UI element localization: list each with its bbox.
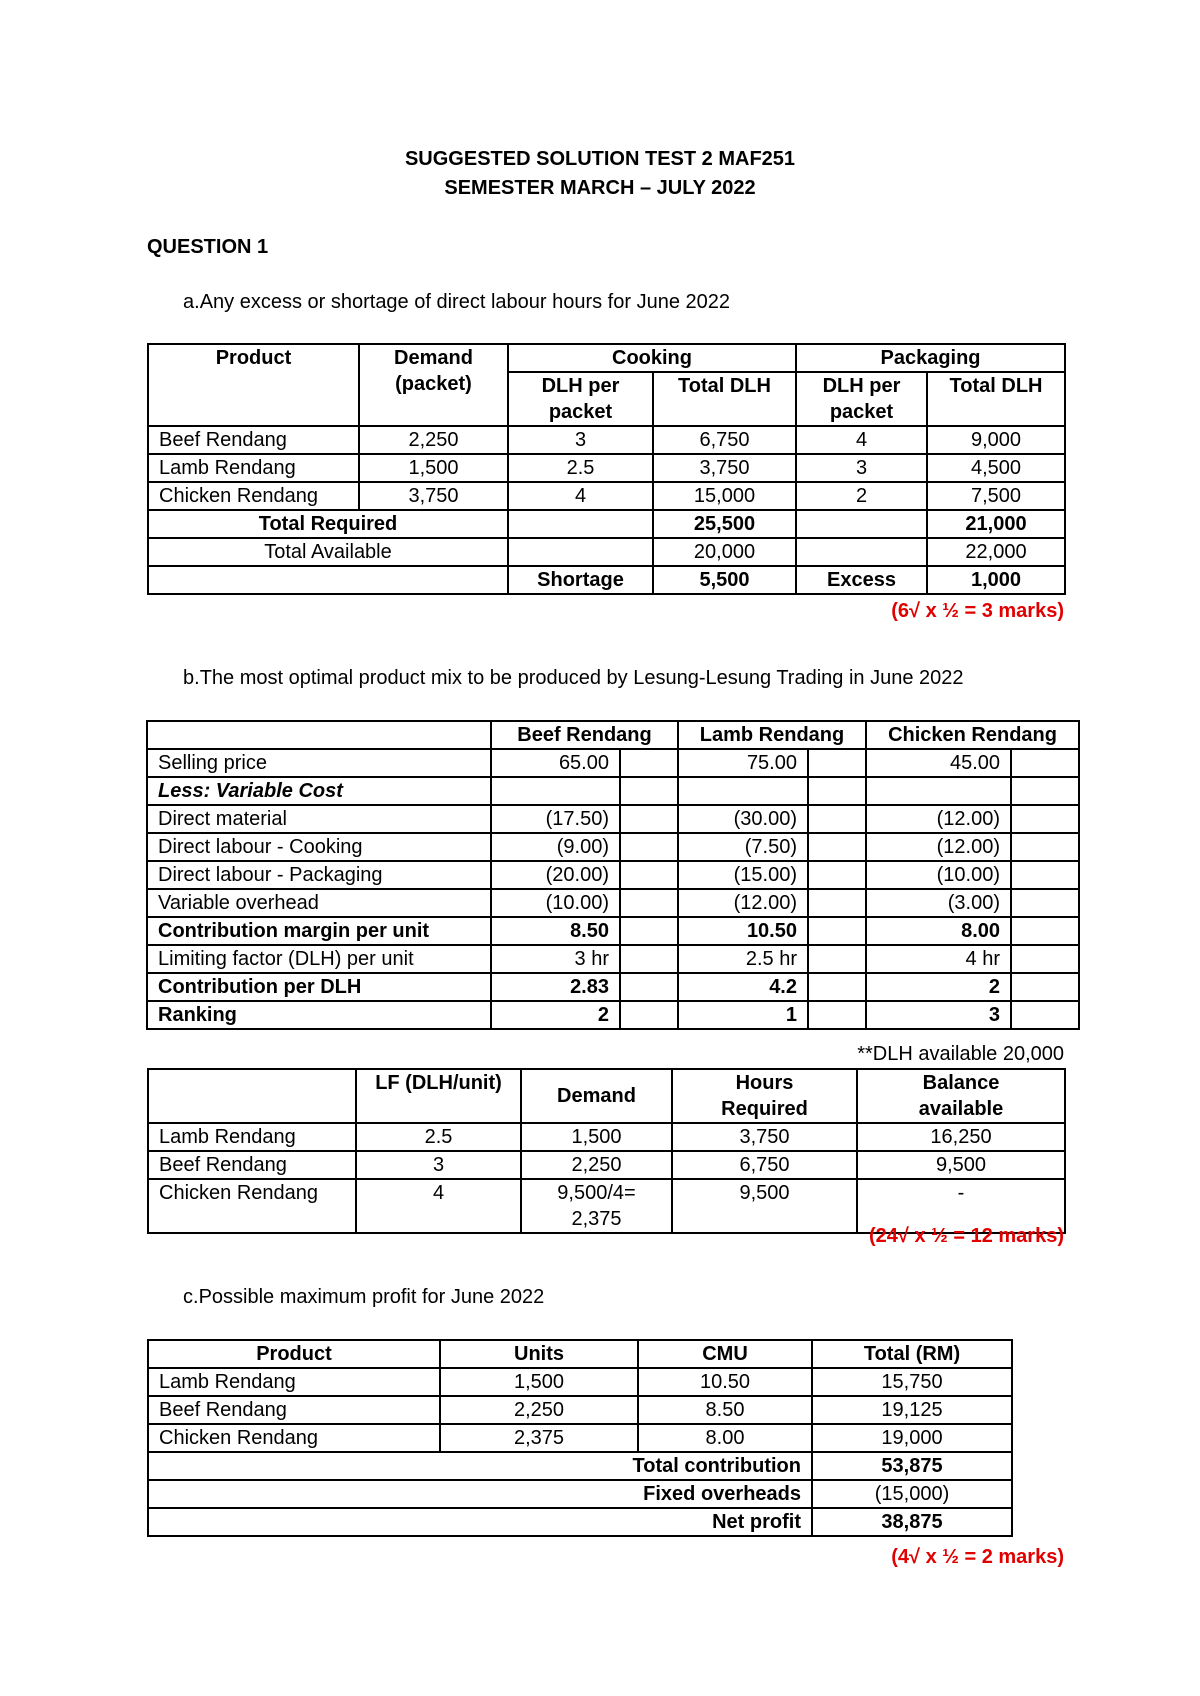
fixed-overheads-row [148, 1480, 1012, 1508]
total-available-pack: 22,000 [927, 538, 1065, 566]
fixed-overheads-value: (15,000) [812, 1480, 1012, 1508]
product-cell: Chicken Rendang [148, 1179, 356, 1233]
spacer-cell [620, 945, 678, 973]
spacer-cell [1011, 777, 1079, 805]
value-cell: 2.5 hr [678, 945, 808, 973]
spacer-cell [620, 917, 678, 945]
value-cell: 2.83 [491, 973, 620, 1001]
value-cell: (12.00) [866, 805, 1011, 833]
spacer-cell [1011, 917, 1079, 945]
product-cell: Beef Rendang [148, 1396, 440, 1424]
table-row [147, 973, 1079, 1001]
demand-unit: (packet) [395, 373, 472, 395]
lf-header: LF (DLH/unit) [356, 1069, 521, 1123]
required-text: Required [721, 1098, 808, 1120]
product-cell: Chicken Rendang [148, 1424, 440, 1452]
row-label: Variable overhead [147, 889, 491, 917]
value-cell: 75.00 [678, 749, 808, 777]
product-cell: Lamb Rendang [148, 1368, 440, 1396]
value-cell: (10.00) [866, 861, 1011, 889]
empty-cell [148, 566, 508, 594]
total-required-label: Total Required [148, 510, 508, 538]
pack-total-cell: 7,500 [927, 482, 1065, 510]
demand-cell: 3,750 [359, 482, 508, 510]
units-cell: 2,375 [440, 1424, 638, 1452]
table-row [147, 889, 1079, 917]
spacer-cell [808, 805, 866, 833]
table-row [148, 454, 1065, 482]
fixed-overheads-label: Fixed overheads [148, 1480, 812, 1508]
cmu-cell: 8.00 [638, 1424, 812, 1452]
value-cell: 2 [491, 1001, 620, 1029]
demand-header: Demand [521, 1069, 672, 1123]
beef-header: Beef Rendang [491, 721, 678, 749]
cook-dlh-cell: 3 [508, 426, 653, 454]
pack-dlh-cell: 4 [796, 426, 927, 454]
spacer-cell [808, 749, 866, 777]
hours-text: Hours [735, 1072, 794, 1094]
spacer-cell [808, 861, 866, 889]
table-row [147, 749, 1079, 777]
excess-value: 1,000 [927, 566, 1065, 594]
total-cell: 15,750 [812, 1368, 1012, 1396]
doc-title: SUGGESTED SOLUTION TEST 2 MAF251 [404, 148, 796, 170]
part-b-marks: (24√ x ½ = 12 marks) [869, 1225, 1064, 1247]
hours-cell: 9,500 [672, 1179, 857, 1233]
cmu-cell: 8.50 [638, 1396, 812, 1424]
lf-cell: 3 [356, 1151, 521, 1179]
spacer-cell [620, 833, 678, 861]
table-row [147, 861, 1079, 889]
total-required-cook: 25,500 [653, 510, 796, 538]
value-cell [491, 777, 620, 805]
doc-subtitle: SEMESTER MARCH – JULY 2022 [444, 177, 756, 199]
spacer-cell [1011, 973, 1079, 1001]
total-cell: 19,125 [812, 1396, 1012, 1424]
cook-dlh-header [508, 372, 653, 426]
total-header: Total (RM) [812, 1340, 1012, 1368]
pack-dlh-header [796, 372, 927, 426]
contribution-table [146, 720, 1080, 1030]
demand-cell: 2,250 [521, 1151, 672, 1179]
empty-cell [796, 510, 927, 538]
total-required-row [148, 510, 1065, 538]
part-a-marks: (6√ x ½ = 3 marks) [891, 600, 1064, 622]
empty-cell [508, 538, 653, 566]
balance-cell: 9,500 [857, 1151, 1065, 1179]
value-cell: 8.00 [866, 917, 1011, 945]
total-cell: 19,000 [812, 1424, 1012, 1452]
value-cell: 8.50 [491, 917, 620, 945]
spacer-cell [1011, 889, 1079, 917]
table-row [148, 1123, 1065, 1151]
cook-dlh-per: DLH per [541, 375, 620, 397]
spacer-cell [808, 945, 866, 973]
table-header-row [147, 721, 1079, 749]
demand-header [359, 344, 508, 426]
table-row [148, 1368, 1012, 1396]
value-cell: (20.00) [491, 861, 620, 889]
total-available-label: Total Available [148, 538, 508, 566]
table-row [147, 833, 1079, 861]
part-c-label: c. [183, 1286, 199, 1308]
cook-total-header: Total DLH [653, 372, 796, 426]
spacer-cell [1011, 861, 1079, 889]
row-label: Contribution per DLH [147, 973, 491, 1001]
cook-dlh-cell: 2.5 [508, 454, 653, 482]
table-row [148, 482, 1065, 510]
row-label: Selling price [147, 749, 491, 777]
value-cell: (9.00) [491, 833, 620, 861]
spacer-cell [1011, 833, 1079, 861]
balance-text: Balance [922, 1072, 1000, 1094]
labour-hours-table [147, 343, 1066, 595]
spacer-cell [1011, 945, 1079, 973]
product-header: Product [148, 344, 359, 426]
pack-dlh-packet: packet [829, 401, 894, 423]
part-b-heading [183, 667, 964, 690]
demand-cell: 2,250 [359, 426, 508, 454]
part-a-label: a. [183, 291, 200, 313]
total-available-row [148, 538, 1065, 566]
table-row [148, 1424, 1012, 1452]
net-profit-value: 38,875 [812, 1508, 1012, 1536]
demand-cell: 1,500 [521, 1123, 672, 1151]
part-b-text: The most optimal product mix to be produced by Lesung-Lesung Trading in June 2022 [199, 667, 964, 689]
spacer-cell [620, 805, 678, 833]
profit-table [147, 1339, 1013, 1537]
pack-total-header: Total DLH [927, 372, 1065, 426]
value-cell: 4 hr [866, 945, 1011, 973]
cook-dlh-cell: 4 [508, 482, 653, 510]
row-label: Ranking [147, 1001, 491, 1029]
value-cell: (12.00) [866, 833, 1011, 861]
value-cell: 4.2 [678, 973, 808, 1001]
hours-cell: 3,750 [672, 1123, 857, 1151]
question-heading: QUESTION 1 [147, 236, 269, 258]
row-label: Limiting factor (DLH) per unit [147, 945, 491, 973]
spacer-cell [620, 889, 678, 917]
value-cell: 1 [678, 1001, 808, 1029]
value-cell [678, 777, 808, 805]
balance-header [857, 1069, 1065, 1123]
cook-dlh-packet: packet [548, 401, 613, 423]
part-a-text: Any excess or shortage of direct labour hours for June 2022 [199, 291, 730, 313]
allocation-table [147, 1068, 1066, 1234]
value-cell: 3 hr [491, 945, 620, 973]
cooking-header: Cooking [508, 344, 796, 372]
table-header-row [148, 1069, 1065, 1123]
contribution-body [147, 749, 1079, 1029]
lamb-header: Lamb Rendang [678, 721, 866, 749]
spacer-cell [620, 777, 678, 805]
balance-cell: - [857, 1179, 1065, 1233]
spacer-cell [808, 889, 866, 917]
part-c-marks: (4√ x ½ = 2 marks) [891, 1546, 1064, 1568]
balance-cell: 16,250 [857, 1123, 1065, 1151]
pack-total-cell: 9,000 [927, 426, 1065, 454]
dlh-note: **DLH available 20,000 [857, 1043, 1064, 1065]
empty-header [147, 721, 491, 749]
part-c-text: Possible maximum profit for June 2022 [198, 1286, 545, 1308]
table-row [147, 945, 1079, 973]
excess-label: Excess [796, 566, 927, 594]
pack-dlh-per: DLH per [822, 375, 901, 397]
spacer-cell [1011, 805, 1079, 833]
empty-cell [796, 538, 927, 566]
empty-cell [508, 510, 653, 538]
hours-header [672, 1069, 857, 1123]
row-label: Contribution margin per unit [147, 917, 491, 945]
part-c-heading [183, 1286, 544, 1309]
total-available-cook: 20,000 [653, 538, 796, 566]
value-cell: 2 [866, 973, 1011, 1001]
units-cell: 1,500 [440, 1368, 638, 1396]
spacer-cell [620, 973, 678, 1001]
pack-dlh-cell: 3 [796, 454, 927, 482]
spacer-cell [808, 1001, 866, 1029]
spacer-cell [808, 833, 866, 861]
cmu-cell: 10.50 [638, 1368, 812, 1396]
part-b-label: b. [183, 667, 200, 689]
spacer-cell [808, 777, 866, 805]
net-profit-label: Net profit [148, 1508, 812, 1536]
value-cell: (10.00) [491, 889, 620, 917]
table-row [148, 426, 1065, 454]
packaging-header: Packaging [796, 344, 1065, 372]
demand-calc: 9,500/4= [557, 1182, 636, 1204]
table-row [148, 1151, 1065, 1179]
available-text: available [918, 1098, 1004, 1120]
product-header: Product [148, 1340, 440, 1368]
value-cell: (30.00) [678, 805, 808, 833]
table-header-row [148, 344, 1065, 372]
result-row [148, 566, 1065, 594]
cook-total-cell: 3,750 [653, 454, 796, 482]
value-cell [866, 777, 1011, 805]
cook-total-cell: 6,750 [653, 426, 796, 454]
cmu-header: CMU [638, 1340, 812, 1368]
shortage-label: Shortage [508, 566, 653, 594]
pack-total-cell: 4,500 [927, 454, 1065, 482]
value-cell: (17.50) [491, 805, 620, 833]
spacer-cell [808, 917, 866, 945]
product-cell: Chicken Rendang [148, 482, 359, 510]
value-cell: 45.00 [866, 749, 1011, 777]
product-cell: Beef Rendang [148, 426, 359, 454]
part-a-heading [183, 291, 730, 314]
table-row [147, 917, 1079, 945]
value-cell: (15.00) [678, 861, 808, 889]
row-label: Direct labour - Packaging [147, 861, 491, 889]
row-label: Direct material [147, 805, 491, 833]
pack-dlh-cell: 2 [796, 482, 927, 510]
table-header-row [148, 1340, 1012, 1368]
total-contribution-row [148, 1452, 1012, 1480]
total-required-pack: 21,000 [927, 510, 1065, 538]
spacer-cell [808, 973, 866, 1001]
units-cell: 2,250 [440, 1396, 638, 1424]
lf-cell: 2.5 [356, 1123, 521, 1151]
product-cell: Lamb Rendang [148, 454, 359, 482]
table-row [148, 1396, 1012, 1424]
demand-header-text: Demand [394, 347, 473, 369]
value-cell: 3 [866, 1001, 1011, 1029]
lf-cell: 4 [356, 1179, 521, 1233]
product-cell: Beef Rendang [148, 1151, 356, 1179]
table-row [147, 1001, 1079, 1029]
empty-header [148, 1069, 356, 1123]
value-cell: (3.00) [866, 889, 1011, 917]
net-profit-row [148, 1508, 1012, 1536]
row-label: Less: Variable Cost [147, 777, 491, 805]
value-cell: 10.50 [678, 917, 808, 945]
total-contribution-label: Total contribution [148, 1452, 812, 1480]
chicken-header: Chicken Rendang [866, 721, 1079, 749]
shortage-value: 5,500 [653, 566, 796, 594]
spacer-cell [1011, 1001, 1079, 1029]
spacer-cell [620, 749, 678, 777]
units-header: Units [440, 1340, 638, 1368]
demand-cell [521, 1179, 672, 1233]
spacer-cell [620, 861, 678, 889]
table-row [147, 805, 1079, 833]
spacer-cell [1011, 749, 1079, 777]
value-cell: (7.50) [678, 833, 808, 861]
spacer-cell [620, 1001, 678, 1029]
total-contribution-value: 53,875 [812, 1452, 1012, 1480]
product-cell: Lamb Rendang [148, 1123, 356, 1151]
demand-cell: 1,500 [359, 454, 508, 482]
demand-result: 2,375 [571, 1208, 622, 1230]
hours-cell: 6,750 [672, 1151, 857, 1179]
value-cell: 65.00 [491, 749, 620, 777]
value-cell: (12.00) [678, 889, 808, 917]
row-label: Direct labour - Cooking [147, 833, 491, 861]
cook-total-cell: 15,000 [653, 482, 796, 510]
table-row [147, 777, 1079, 805]
